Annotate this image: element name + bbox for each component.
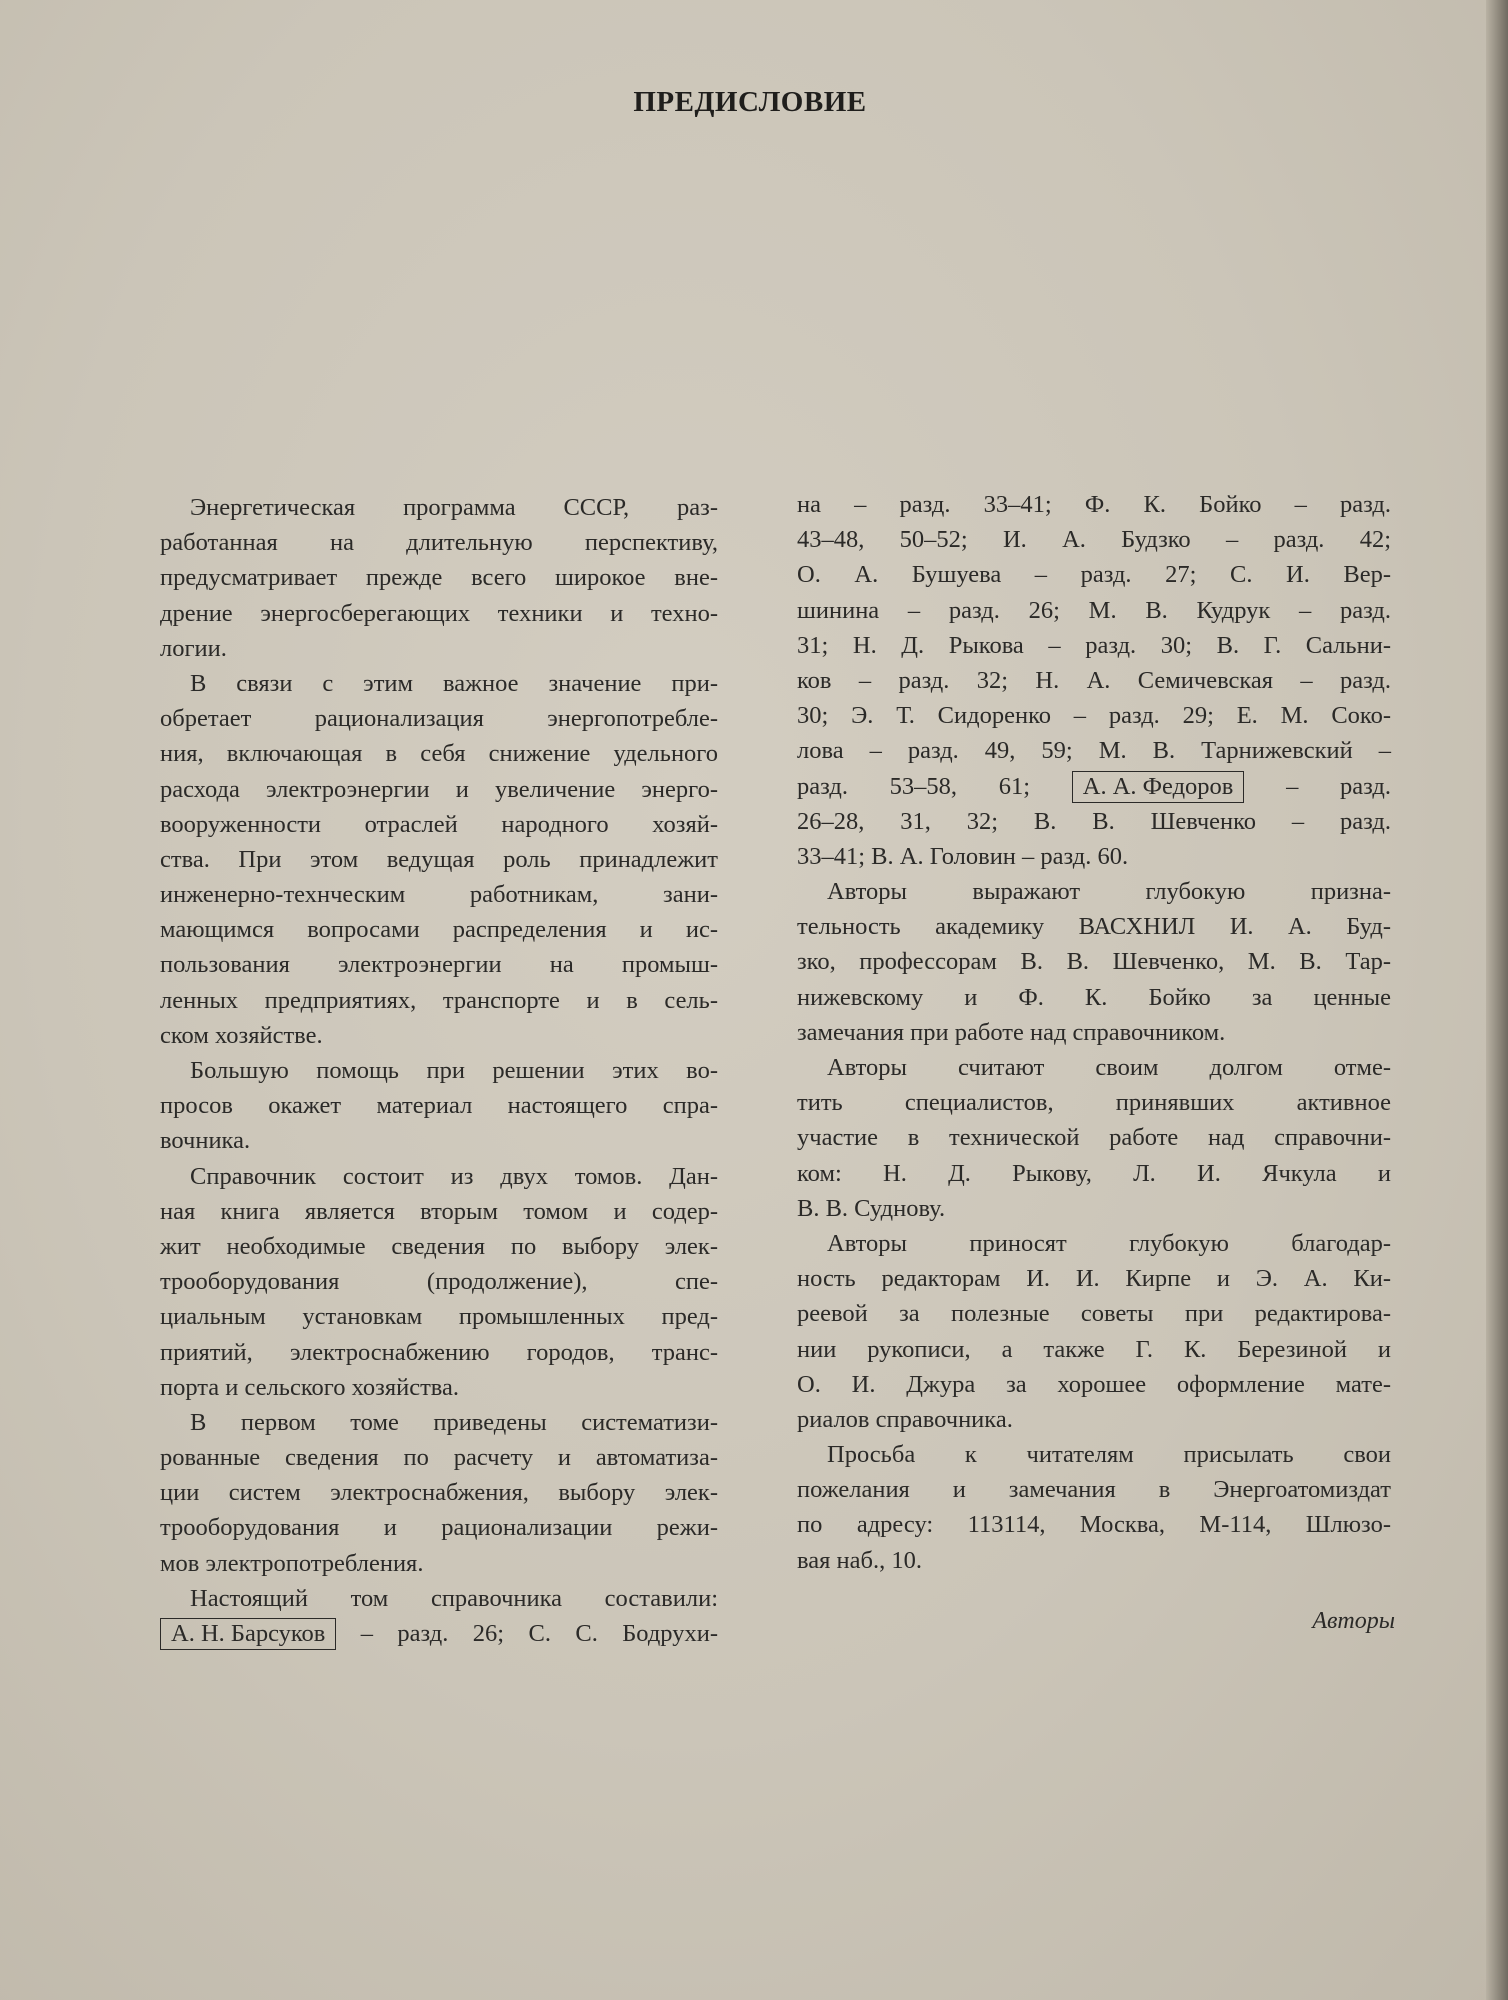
text-line: мов электропотребления. — [160, 1549, 424, 1577]
text-line: трооборудования и рационализации режи- — [160, 1514, 718, 1542]
boxed-author-name: А. Н. Барсуков — [160, 1618, 336, 1650]
text-line: реевой за полезные советы при редактирова- — [797, 1300, 1391, 1328]
text-line: просов окажет материал настоящего спра- — [160, 1092, 718, 1120]
text-line: нии рукописи, а также Г. К. Березиной и — [797, 1335, 1391, 1363]
text-line: ния, включающая в себя снижение удельного — [160, 740, 718, 768]
line-text-after: – разд. 26; С. С. Бодрухи- — [360, 1620, 718, 1647]
text-line: 26–28, 31, 32; В. В. Шевченко – разд. — [797, 807, 1391, 835]
text-line: ком: Н. Д. Рыкову, Л. И. Ячкула и — [797, 1159, 1391, 1187]
text-line: ная книга является вторым томом и содер- — [160, 1197, 718, 1225]
text-line: участие в технической работе над справочни- — [797, 1124, 1391, 1152]
text-line: 31; Н. Д. Рыкова – разд. 30; В. Г. Сальни- — [797, 631, 1391, 659]
text-line: порта и сельского хозяйства. — [160, 1373, 460, 1401]
text-line: зко, профессорам В. В. Шевченко, М. В. Тар- — [797, 948, 1391, 976]
text-line: логии. — [160, 634, 227, 662]
text-line: Авторы выражают глубокую призна- — [827, 878, 1391, 906]
text-line: вая наб., 10. — [797, 1546, 922, 1574]
text-line: дрение энергосберегающих техники и техно- — [160, 599, 718, 627]
text-line: Большую помощь при решении этих во- — [190, 1057, 718, 1084]
line-text-after: – разд. — [1286, 772, 1392, 800]
text-line: ленных предприятиях, транспорте и в сель- — [160, 986, 718, 1014]
text-line: Энергетическая программа СССР, раз- — [190, 494, 718, 521]
text-line: риалов справочника. — [797, 1405, 1013, 1433]
text-line: пользования электроэнергии на промыш- — [160, 951, 718, 979]
text-line — [160, 1616, 718, 1651]
text-line: инженерно-технческим работникам, зани- — [160, 881, 718, 909]
text-line: Просьба к читателям присылать свои — [827, 1441, 1391, 1469]
right-column — [797, 487, 1391, 1578]
text-line: Настоящий том справочника составили: — [190, 1584, 718, 1612]
text-line: 43–48, 50–52; И. А. Будзко – разд. 42; — [797, 526, 1391, 554]
text-line: Справочник состоит из двух томов. Дан- — [190, 1162, 718, 1190]
text-line: пожелания и замечания в Энергоатомиздат — [797, 1476, 1391, 1504]
left-column — [160, 490, 718, 1651]
line-text-before: разд. 53–58, 61; — [797, 772, 1031, 800]
boxed-author-name: А. А. Федоров — [1072, 771, 1245, 803]
text-line: тельность академику ВАСХНИЛ И. А. Буд- — [797, 913, 1391, 941]
text-line: В первом томе приведены систематизи- — [190, 1408, 718, 1436]
text-line: ства. При этом ведущая роль принадлежит — [160, 845, 718, 873]
text-line: трооборудования (продолжение), спе- — [160, 1268, 718, 1296]
text-line: ции систем электроснабжения, выбору элек- — [160, 1479, 718, 1507]
text-line: вооруженности отраслей народного хозяй- — [160, 810, 718, 838]
text-line: циальным установкам промышленных пред- — [160, 1303, 718, 1331]
text-line: 30; Э. Т. Сидоренко – разд. 29; Е. М. Соко- — [797, 702, 1391, 730]
text-line: нижевскому и Ф. К. Бойко за ценные — [797, 983, 1391, 1011]
text-line: О. И. Джура за хорошее оформление мате- — [797, 1370, 1391, 1398]
text-line: шинина – разд. 26; М. В. Кудрук – разд. — [797, 596, 1391, 624]
text-line: обретает рационализация энергопотребле- — [160, 705, 718, 733]
text-line: Авторы приносят глубокую благодар- — [827, 1229, 1391, 1257]
text-line: 33–41; В. А. Головин – разд. 60. — [797, 842, 1129, 870]
text-line: расхода электроэнергии и увеличение энерго- — [160, 775, 718, 803]
text-line: на – разд. 33–41; Ф. К. Бойко – разд. — [797, 491, 1391, 518]
text-line: В. В. Суднову. — [797, 1194, 946, 1222]
text-line: работанная на длительную перспективу, — [160, 529, 718, 557]
text-line: Авторы считают своим долгом отме- — [827, 1054, 1391, 1081]
text-line: жит необходимые сведения по выбору элек- — [160, 1232, 718, 1260]
text-line: приятий, электроснабжению городов, транс- — [160, 1338, 718, 1366]
text-line: мающимся вопросами распределения и ис- — [160, 916, 718, 944]
text-line — [797, 769, 1391, 804]
page-edge-shadow — [1486, 0, 1508, 2000]
text-line: ском хозяйстве. — [160, 1021, 323, 1049]
text-line: вочника. — [160, 1127, 251, 1155]
text-line: замечания при работе над справочником. — [797, 1018, 1226, 1046]
text-line: рованные сведения по расчету и автоматиза- — [160, 1444, 718, 1472]
text-line: предусматривает прежде всего широкое вне- — [160, 564, 718, 592]
signature-authors: Авторы — [1312, 1608, 1395, 1634]
page-title: ПРЕДИСЛОВИЕ — [633, 86, 867, 118]
text-line: лова – разд. 49, 59; М. В. Тарнижевский – — [797, 737, 1391, 765]
text-line: тить специалистов, принявших активное — [797, 1089, 1391, 1117]
text-line: В связи с этим важное значение при- — [190, 669, 718, 697]
text-line: ков – разд. 32; Н. А. Семичевская – разд. — [797, 666, 1391, 694]
text-line: по адресу: 113114, Москва, М-114, Шлюзо- — [797, 1511, 1391, 1539]
text-line: О. А. Бушуева – разд. 27; С. И. Вер- — [797, 561, 1391, 589]
text-line: ность редакторам И. И. Кирпе и Э. А. Ки- — [797, 1265, 1391, 1293]
